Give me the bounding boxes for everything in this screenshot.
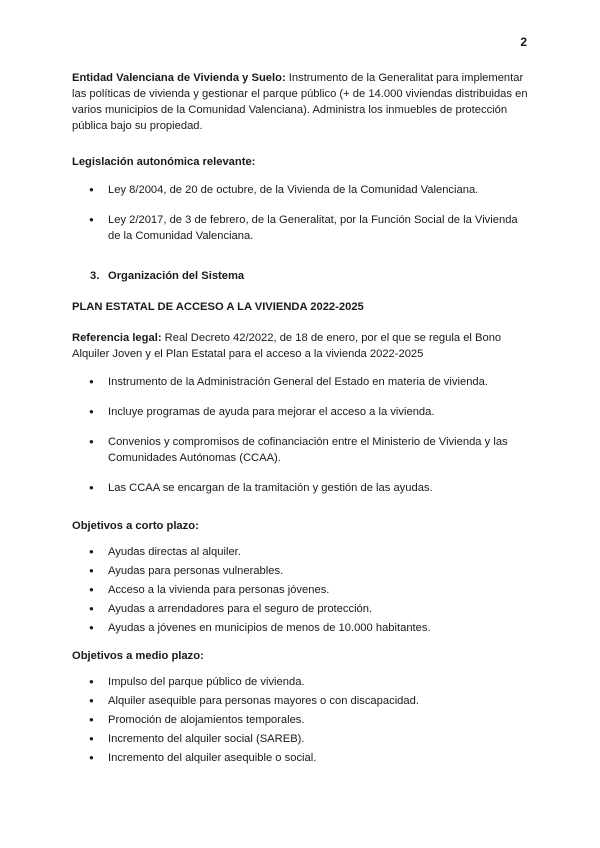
- medio-plazo-heading: Objetivos a medio plazo:: [72, 650, 204, 662]
- list-item: ● Instrumento de la Administración General del Estado en materia de vivienda.: [72, 374, 532, 390]
- medio-plazo-list: [72, 674, 532, 766]
- section-number: 3.: [90, 270, 100, 282]
- list-item: ● Incluye programas de ayuda para mejorar el acceso a la vivienda.: [72, 404, 532, 420]
- list-item: ● Ayudas para personas vulnerables.: [72, 563, 532, 579]
- list-item: ● Ayudas directas al alquiler.: [72, 544, 532, 560]
- section-title: Organización del Sistema: [108, 270, 245, 282]
- page-content: [72, 70, 532, 769]
- entidad-label: Entidad Valenciana de Vivienda y Suelo:: [72, 72, 286, 84]
- list-item: ● Incremento del alquiler social (SAREB).: [72, 731, 532, 747]
- list-item: ● Convenios y compromisos de cofinanciación entre el Ministerio de Vivienda y las Comunidades Autónomas (CCAA).: [72, 434, 532, 466]
- ref-legal-text: Real Decreto 42/2022, de 18 de enero, por el que se regula el Bono Alquiler Joven y el Plan Estatal para el acceso a la vivienda 2022-2025: [72, 332, 502, 360]
- list-item: ● Ley 8/2004, de 20 de octubre, de la Vivienda de la Comunidad Valenciana.: [72, 182, 532, 198]
- corto-plazo-heading: Objetivos a corto plazo:: [72, 520, 199, 532]
- list-item: ● Ayudas a arrendadores para el seguro de protección.: [72, 601, 532, 617]
- ref-legal-label: Referencia legal:: [72, 332, 162, 344]
- list-item: ● Alquiler asequible para personas mayores o con discapacidad.: [72, 693, 532, 709]
- list-item: ● Ley 2/2017, de 3 de febrero, de la Generalitat, por la Función Social de la Vivienda de la Comunidad Valenciana.: [72, 212, 532, 244]
- section-heading: [72, 268, 532, 284]
- list-item: ● Acceso a la vivienda para personas jóvenes.: [72, 582, 532, 598]
- page-number: 2: [520, 35, 527, 49]
- plan-title: PLAN ESTATAL DE ACCESO A LA VIVIENDA 2022-2025: [72, 301, 364, 313]
- ref-legal-paragraph: [72, 330, 532, 362]
- legislacion-heading: Legislación autonómica relevante:: [72, 156, 256, 168]
- corto-plazo-list: [72, 544, 532, 636]
- entidad-text: Instrumento de la Generalitat para implementar las políticas de vivienda y gestionar el parque público (+ de 14.000 viviendas distribuidas en varios municipios de la Comunidad Valenciana). Administra los inmuebles de protección pública bajo su propiedad.: [72, 72, 528, 132]
- list-item: ● Ayudas a jóvenes en municipios de menos de 10.000 habitantes.: [72, 620, 532, 636]
- plan-list: [72, 374, 532, 496]
- entidad-paragraph: [72, 70, 532, 134]
- list-item: ● Las CCAA se encargan de la tramitación y gestión de las ayudas.: [72, 480, 532, 496]
- list-item: ● Incremento del alquiler asequible o social.: [72, 750, 532, 766]
- legislacion-list: [72, 182, 532, 244]
- list-item: ● Promoción de alojamientos temporales.: [72, 712, 532, 728]
- list-item: ● Impulso del parque público de vivienda.: [72, 674, 532, 690]
